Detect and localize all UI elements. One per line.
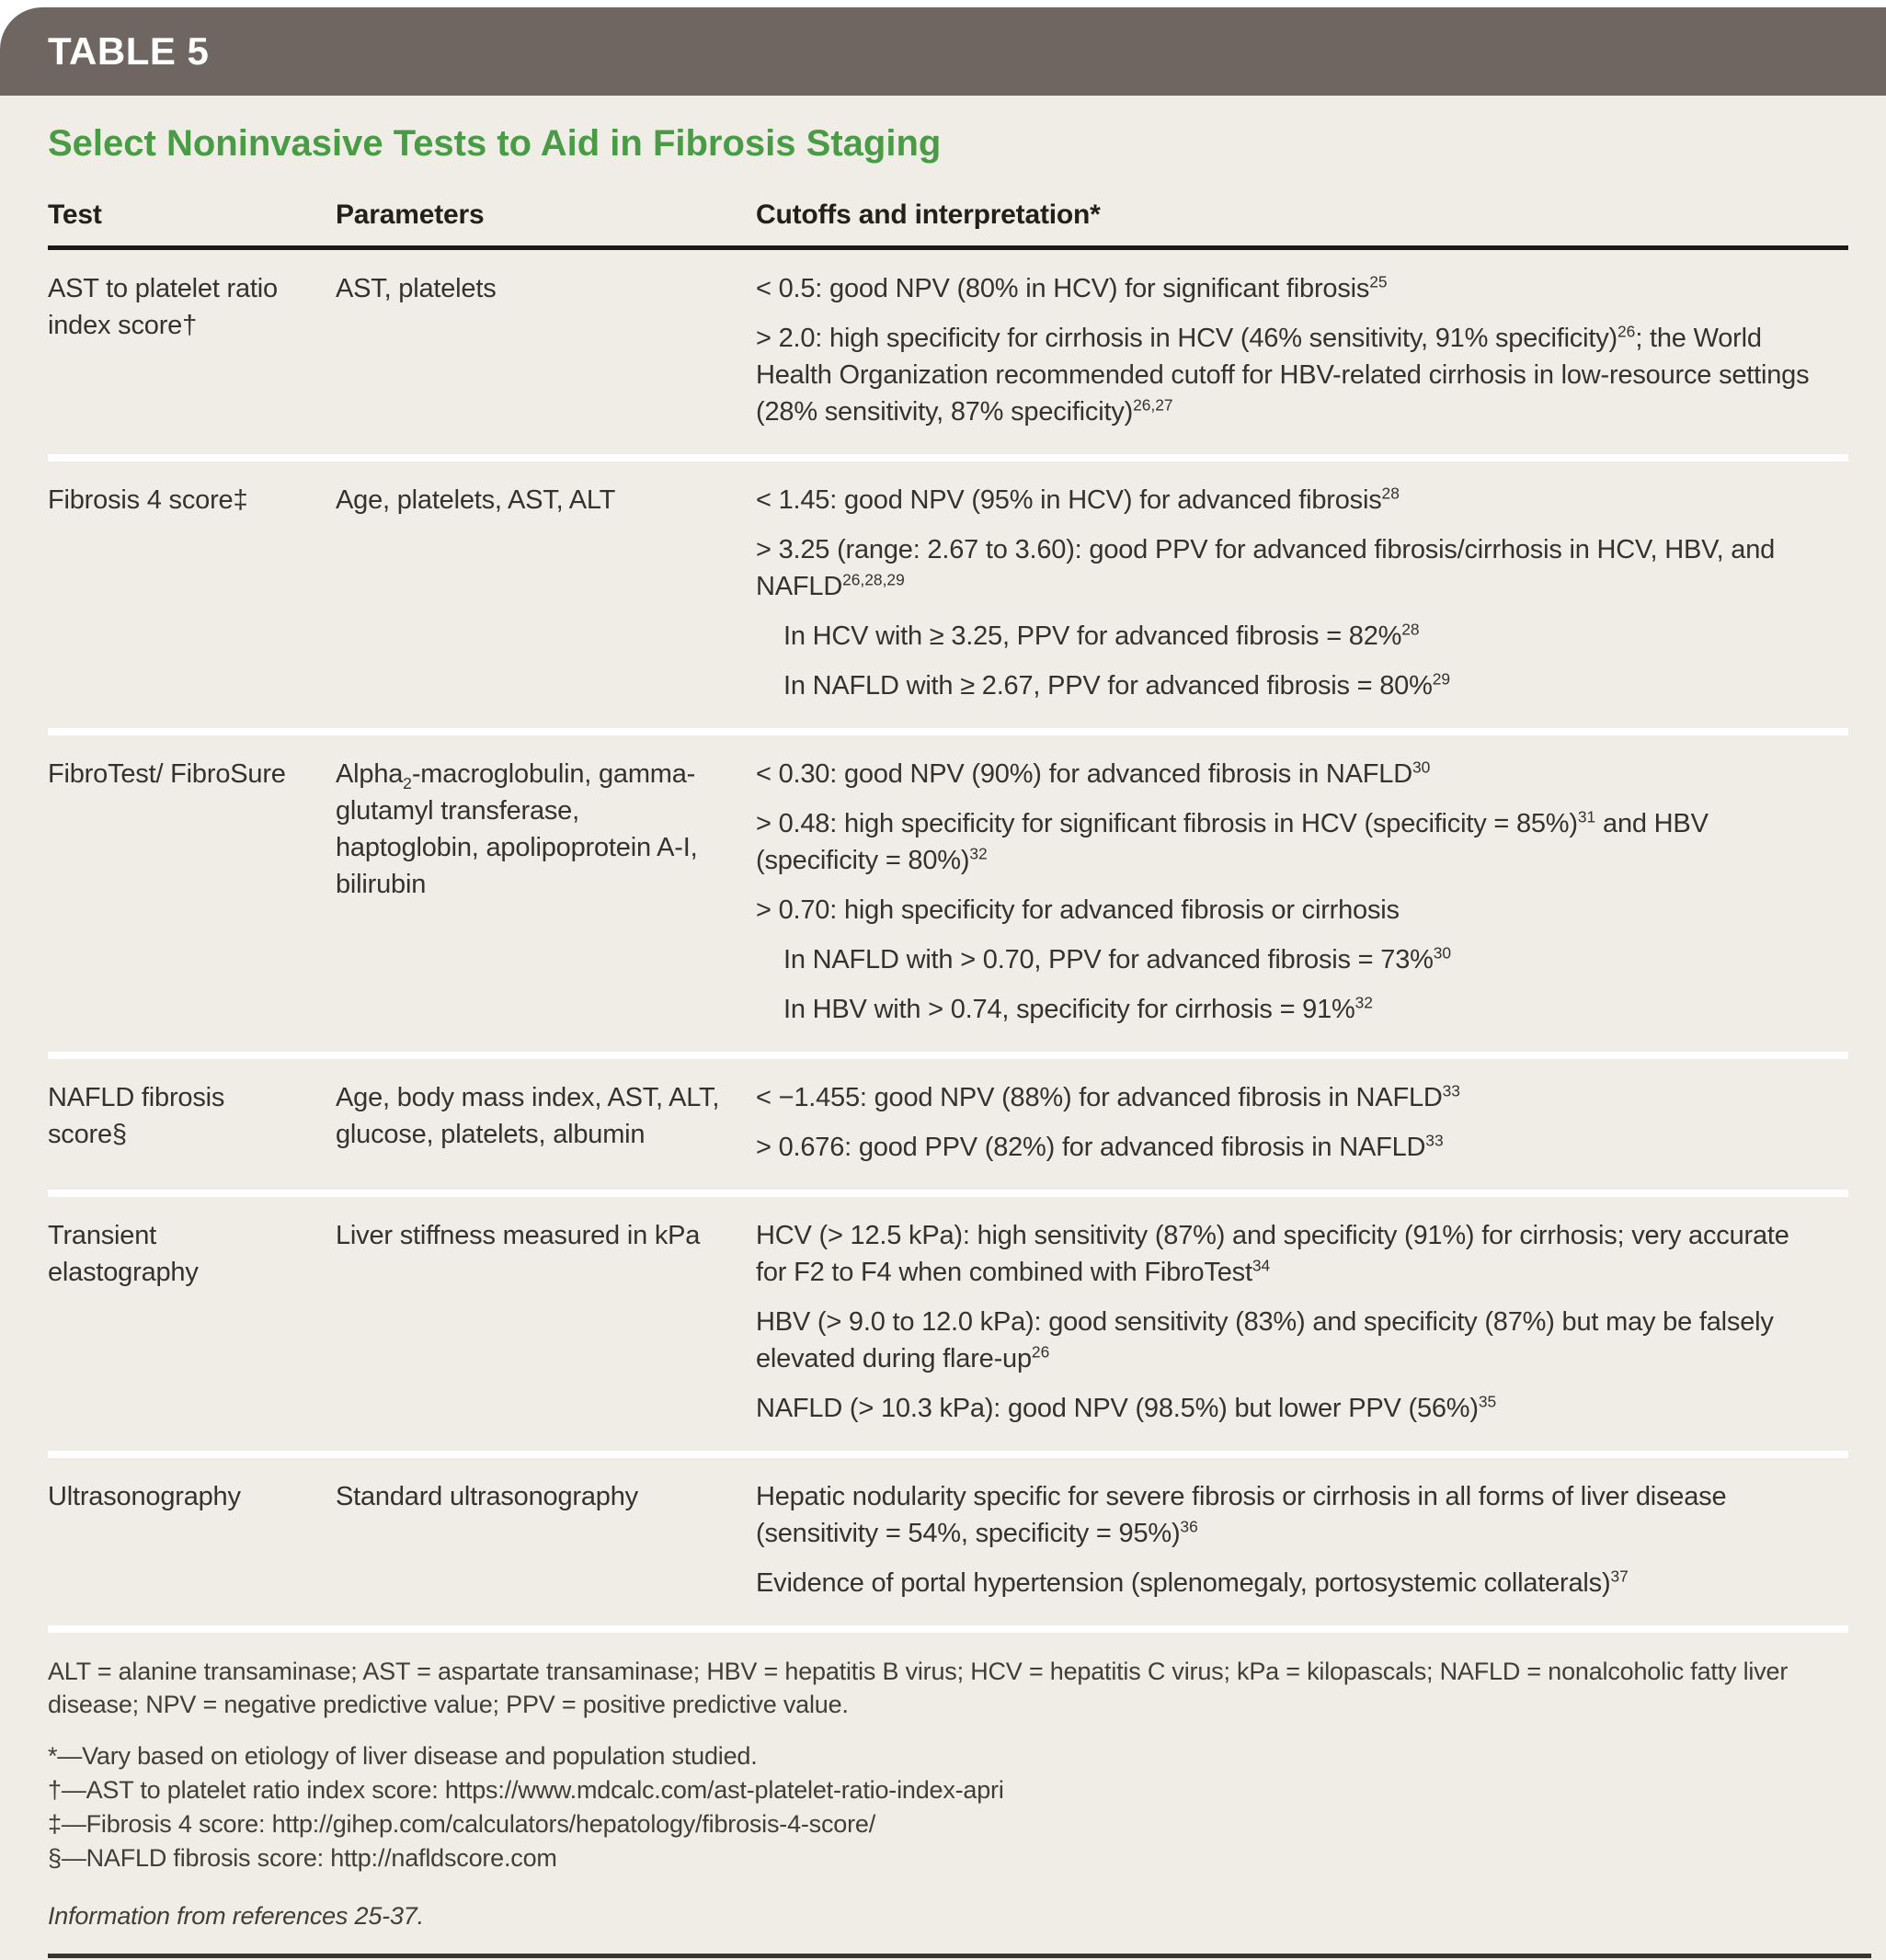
cutoff-item: < 0.30: good NPV (90%) for advanced fibrosis in NAFLD$^{30}$ — [756, 758, 1431, 789]
table-row — [48, 462, 1848, 735]
table-5-figure — [0, 7, 1886, 1960]
column-header-parameters: Parameters — [336, 199, 485, 230]
cutoff-item: In NAFLD with > 0.70, PPV for advanced fibrosis = 73%$^{30}$ — [783, 943, 1452, 974]
cutoffs-cell — [756, 756, 1848, 1028]
parameters-cell: Standard ultrasonography — [336, 1482, 638, 1511]
column-header-cutoffs: Cutoffs and interpretation* — [756, 199, 1101, 230]
cutoffs-cell — [756, 1079, 1848, 1166]
table-row — [48, 1458, 1848, 1633]
parameters-cell: AST, platelets — [336, 274, 497, 303]
table-content — [0, 96, 1886, 1960]
cutoff-item: < −1.455: good NPV (88%) for advanced fibrosis in NAFLD$^{33}$ — [756, 1081, 1460, 1112]
next-section-top-rule — [48, 1954, 1871, 1958]
cutoffs-cell — [756, 270, 1848, 430]
test-cell: FibroTest/ FibroSure — [48, 759, 286, 789]
table-row — [48, 735, 1848, 1059]
cutoffs-cell — [756, 1217, 1848, 1427]
parameters-cell: Age, platelets, AST, ALT — [336, 485, 616, 515]
table-header-bar — [0, 7, 1886, 96]
cutoffs-cell — [756, 1478, 1848, 1601]
test-cell: NAFLD fibrosis score§ — [48, 1083, 225, 1149]
cutoff-item: Hepatic nodularity specific for severe fibrosis or cirrhosis in all forms of liver disease (sensitivity = 54%, specificity = 95%)$^{36}$ — [756, 1482, 1727, 1548]
cutoff-item: HCV (> 12.5 kPa): high sensitivity (87%) and specificity (91%) for cirrhosis; very accurate for F2 to F4 when combined with FibroTest$^{34}$ — [756, 1221, 1789, 1287]
test-cell: Fibrosis 4 score‡ — [48, 485, 248, 515]
cutoff-item: > 3.25 (range: 2.67 to 3.60): good PPV for advanced fibrosis/cirrhosis in HCV, HBV, and NAFLD$^{26,28,29}$ — [756, 535, 1776, 601]
cutoff-item: > 0.70: high specificity for advanced fibrosis or cirrhosis — [756, 895, 1400, 925]
table-title: Select Noninvasive Tests to Aid in Fibrosis Staging — [48, 123, 942, 164]
test-cell: AST to platelet ratio index score† — [48, 274, 278, 340]
cutoff-item: > 0.48: high specificity for significant fibrosis in HCV (specificity = 85%)$^{31}$ and HBV (specificity = 80%)$^{32}$ — [756, 807, 1709, 875]
footnote-line: *—Vary based on etiology of liver disease and population studied. — [48, 1742, 758, 1770]
test-cell: Transient elastography — [48, 1221, 199, 1287]
table-number-label: TABLE 5 — [48, 29, 210, 73]
column-header-row — [48, 199, 1848, 250]
parameters-cell: Age, body mass index, AST, ALT, glucose, platelets, albumin — [336, 1083, 720, 1149]
cutoff-item: In NAFLD with ≥ 2.67, PPV for advanced fibrosis = 80%$^{29}$ — [783, 669, 1451, 701]
cutoff-item: NAFLD (> 10.3 kPa): good NPV (98.5%) but lower PPV $(56\%)^{35}$ — [756, 1392, 1497, 1423]
cutoff-item: Evidence of portal hypertension (splenomegaly, portosystemic collaterals)$^{37}$ — [756, 1567, 1629, 1598]
parameters-cell: Liver stiffness measured in kPa — [336, 1221, 701, 1250]
abbreviations-text: ALT = alanine transaminase; AST = aspartate transaminase; HBV = hepatitis B virus; HCV = hepatitis C virus; kPa = kilopascals; NAFLD = nonalcoholic fatty liver disease; NPV = negative predictive value; PPV = positive predictive value. — [48, 1658, 1789, 1718]
cutoff-item: < 1.45: good NPV (95% in HCV) for advanced fibrosis$^{28}$ — [756, 484, 1400, 515]
fibrosis-tests-table — [48, 199, 1848, 1633]
table-row — [48, 250, 1848, 462]
table-footer — [48, 1655, 1848, 1932]
cutoff-item: < 0.5: good NPV (80% in HCV) for significant fibrosis$^{25}$ — [756, 272, 1388, 303]
table-body — [48, 250, 1848, 1633]
test-cell: Ultrasonography — [48, 1482, 241, 1511]
table-row — [48, 1059, 1848, 1197]
cutoff-item: HBV (> 9.0 to 12.0 kPa): good sensitivity (83%) and specificity (87%) but may be falsely elevated during flare-$up^{26}$ — [756, 1307, 1774, 1373]
parameters-cell: Alpha$_2$-macroglobulin, gamma-glutamyl transferase, haptoglobin, apolipoprotein A-I, bilirubin — [336, 759, 698, 899]
cutoff-item: In HBV with > 0.74, specificity for cirrhosis = 91%$^{32}$ — [783, 993, 1373, 1024]
cutoff-item: > 0.676: good PPV (82%) for advanced fibrosis in NAFLD$^{33}$ — [756, 1131, 1444, 1162]
source-note: Information from references 25-37. — [48, 1902, 424, 1930]
cutoff-item: In HCV with ≥ 3.25, PPV for advanced fibrosis = 82%$^{28}$ — [783, 620, 1420, 651]
cutoff-item: > 2.0: high specificity for cirrhosis in HCV (46% sensitivity, 91% specificity)$^{26}$; the World Health Organization recommended cutoff for HBV-related cirrhosis in low-resource settings (28% sensitivity, 87% specificity)$^{26,27}$ — [756, 322, 1810, 427]
footnotes — [48, 1739, 1848, 1875]
footnote-line: ‡—Fibrosis 4 score: http://gihep.com/calculators/hepatology/fibrosis-4-score/ — [48, 1810, 876, 1838]
table-row — [48, 1197, 1848, 1458]
column-header-test: Test — [48, 199, 102, 230]
cutoffs-cell — [756, 482, 1848, 704]
footnote-line: §—NAFLD fibrosis score: http://nafldscore.com — [48, 1844, 557, 1872]
footnote-line: †—AST to platelet ratio index score: https://www.mdcalc.com/ast-platelet-ratio-index-apri — [48, 1776, 1004, 1804]
